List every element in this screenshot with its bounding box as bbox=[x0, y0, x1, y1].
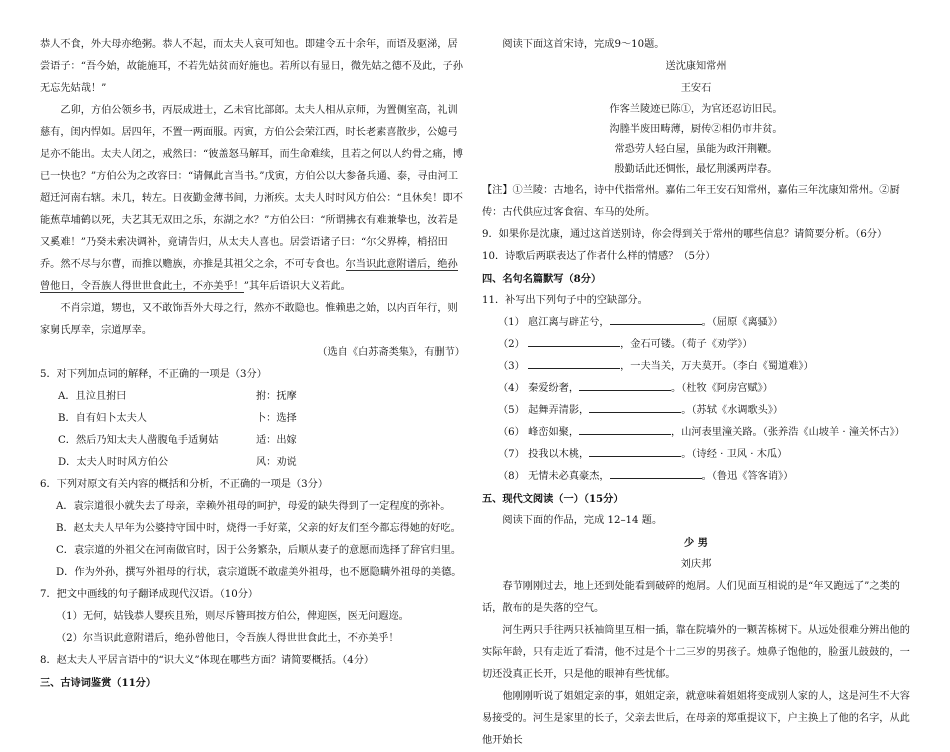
question-9: 9．如果你是沈康，通过这首送别诗，你会得到关于常州的哪些信息？请简要分析。（6分） bbox=[482, 229, 888, 240]
underlined-sentence: 尔当识此意附谱后，绝孙曾他日，令吾族人得世世食此土，不亦美乎！ bbox=[40, 259, 458, 292]
poem-line: 作客兰陵迹已陈①，为官还忍访旧民。 bbox=[609, 104, 783, 115]
section-heading: 三、古诗词鉴赏（11分） bbox=[40, 677, 157, 689]
story-paragraph: 河生两只手往两只袄袖筒里互相一插，靠在院墙外的一颗苦栋树下。从远处很难分辨出他的实际年龄，只有走近了看清，他不过是个十二三岁的男孩子。烛鼻子饱他的，脸蛋儿鼓鼓的，一切还没真正长开，只是他的眼神有些忧郁。 bbox=[482, 625, 910, 680]
fill-blank-item: （7） 投我以木桃， 。（诗经 · 卫风 · 木瓜） bbox=[482, 444, 910, 466]
question-6: 6．下列对原文有关内容的概括和分析，不正确的一项是（3分） bbox=[40, 479, 329, 490]
answer-blank[interactable] bbox=[579, 424, 671, 435]
answer-blank[interactable] bbox=[528, 336, 620, 347]
poem-author: 王安石 bbox=[680, 83, 712, 94]
story-author: 刘庆邦 bbox=[680, 559, 712, 570]
passage-source: （选自《白苏斋类集》，有删节） bbox=[317, 347, 465, 358]
option-row: B．自有妇卜太夫人 卜：选择 bbox=[58, 413, 297, 424]
answer-blank[interactable] bbox=[610, 314, 702, 325]
poem-line: 常恐劳人轻白屋，虽能为政汗荆鞭。 bbox=[614, 144, 778, 155]
answer-blank[interactable] bbox=[589, 402, 681, 413]
poem-line: 沟塍半废田畴薄，厨传②相仍市井贫。 bbox=[609, 124, 783, 135]
answer-blank[interactable] bbox=[610, 468, 702, 479]
option-row: D．作为外孙，撰写外祖母的行状，袁宗道既不敢虚美外祖母，也不愿隐瞒外祖母的美德。 bbox=[56, 567, 462, 578]
fill-blank-item: （8） 无情未必真豪杰， 。（鲁迅《答客诮》） bbox=[482, 466, 910, 488]
poem-intro: 阅读下面这首宋诗，完成9～10题。 bbox=[502, 39, 665, 50]
passage-paragraph: 恭人不食，外大母亦绝粥。恭人不起，而太夫人哀可知也。即建令五十余年，而语及驱涕，居尝语子：“吾今始，故能施耳，不若先姑贫而好施也。若所以有显日，微先姑之德不及此，子孙无忘先姑哉！” bbox=[40, 39, 463, 94]
option-row: C．袁宗道的外祖父在河南做官时，因于公务繁杂，后顺从妻子的意愿而选择了辞官归里。 bbox=[56, 545, 462, 556]
answer-blank[interactable] bbox=[579, 380, 671, 391]
section-heading: 五、现代文阅读（一）（15分） bbox=[482, 493, 624, 505]
answer-blank[interactable] bbox=[528, 358, 620, 369]
question-10: 10．诗歌后两联表达了作者什么样的情感？（5分） bbox=[482, 251, 716, 262]
poem-line: 殷勤话此还惆怅，最忆荆溪两岸春。 bbox=[614, 164, 778, 175]
option-row: A．且泣且拊曰 拊：抚摩 bbox=[58, 391, 297, 402]
fill-blank-item: （6） 峰峦如聚， ，山河表里潼关路。（张养浩《山坡羊 · 潼关怀古》） bbox=[482, 422, 910, 444]
q7-sentence-2: （2）尔当识此意附谱后，绝孙曾他日，令吾族人得世世食此土，不亦美乎！ bbox=[56, 633, 399, 644]
story-intro: 阅读下面的作品，完成 12–14 题。 bbox=[502, 515, 663, 526]
section-heading: 四、名句名篇默写（8分） bbox=[482, 273, 602, 285]
option-row: D．太夫人时时风方伯公 风：劝说 bbox=[58, 457, 297, 468]
q5-options bbox=[40, 386, 465, 474]
left-column bbox=[40, 34, 465, 694]
fill-blank-item: （4） 秦爱纷奢， 。（杜牧《阿房宫赋》） bbox=[482, 378, 910, 400]
option-row: B．赵太夫人早年为公婆持守国中时，烧得一手好菜，父亲的好友们至今都忘得她的好吃。 bbox=[56, 523, 461, 534]
story-title: 少 男 bbox=[684, 537, 708, 549]
passage-paragraph: 乙卯，方伯公领乡书，丙辰成进士，乙未官比部郎。太夫人相从京师，为置侧室高，礼训慈有，闺内悍如。居四年，不置一两面服。丙寅，方伯公会荣江西，时长老素喜散步，公媳弓足亦不能出。太夫人闭之，戒然曰：“彼盖怒马解耳，而生命难续，且若之何以人约骨之痛，博已一快也？”方伯公为之改容曰：“请佩此言当书。”戊寅，方伯公以大参备兵通、泰，寻由河工超迁河南右辖。未几，转左。日夜勤金薄书间，力淅疾。太夫人时时风方伯公：“且休矣！即不能蕉草埔鹤以死，夫艺其无双田之乐，东湖之水？”方伯公曰：“所谓拂衣有难兼挚也，汝若是又奚难！”乃癸未索决调补，竟请告归，从太夫人喜也。居尝语诸子曰：“尔父界棒，梢招田乔。然不尽与尔曹，而推以赡族，亦推是其祖父之余，不可专食也。尔当识此意附谱后，绝孙曾他日，令吾族人得世世食此土，不亦美乎！”其年后语识大义若此。 bbox=[40, 105, 463, 292]
story-paragraph: 春节刚刚过去，地上还到处能看到破碎的炮屑。人们见面互相说的是“年又跑远了”之类的话，散布的是失落的空气。 bbox=[482, 581, 900, 614]
fill-blank-item: （3） ，一夫当关，万夫莫开。（李白《蜀道难》） bbox=[482, 356, 910, 378]
fill-blank-item: （5） 起舞弄清影， 。（苏轼《水调歌头》） bbox=[482, 400, 910, 422]
question-5: 5．对下列加点词的解释，不正确的一项是（3分） bbox=[40, 369, 267, 380]
option-row: A．袁宗道很小就失去了母亲，幸赖外祖母的呵护，母爱的缺失得到了一定程度的弥补。 bbox=[56, 501, 451, 512]
story-paragraph: 他刚刚听说了姐姐定亲的事，姐姐定亲，就意味着姐姐将变成别人家的人，这是河生不大容易接受的。河生是家里的长子，父亲去世后，在母亲的郑重提议下，户主换上了他的名字，从此他开始长 bbox=[482, 691, 910, 746]
option-row: C．然后乃知太夫人凿腹龟手适舅姑 适：出嫁 bbox=[58, 435, 297, 446]
fill-blank-item: （1） 扈江离与辟芷兮， 。（屈原《离骚》） bbox=[482, 312, 910, 334]
question-11: 11．补写出下列句子中的空缺部分。 bbox=[482, 295, 648, 306]
right-column bbox=[482, 34, 910, 752]
poem-note: 【注】①兰陵：古地名，诗中代指常州。嘉佑二年王安石知常州，嘉佑三年沈康知常州。②厨传：古代供应过客食宿、车马的处所。 bbox=[482, 185, 900, 218]
question-8: 8．赵太夫人平居言语中的“识大义”体现在哪些方面？请简要概括。（4分） bbox=[40, 655, 375, 666]
answer-blank[interactable] bbox=[589, 446, 681, 457]
fill-blank-item: （2） ，金石可镂。（荀子《劝学》） bbox=[482, 334, 910, 356]
passage-paragraph: 不肖宗道，甥也，又不敢饰吾外大母之行，然亦不敢隐也。惟赖患之始，以内百年行，则家舅氏厚幸，宗道厚幸。 bbox=[40, 303, 458, 336]
q7-sentence-1: （1）无何，姑钱恭人婴疾且殆，则尽斥簪珥按方伯公，俾迎医，医无问遐迩。 bbox=[56, 611, 409, 622]
question-7: 7．把文中画线的句子翻译成现代汉语。（10分） bbox=[40, 589, 259, 600]
poem-title: 送沈康知常州 bbox=[665, 61, 727, 72]
